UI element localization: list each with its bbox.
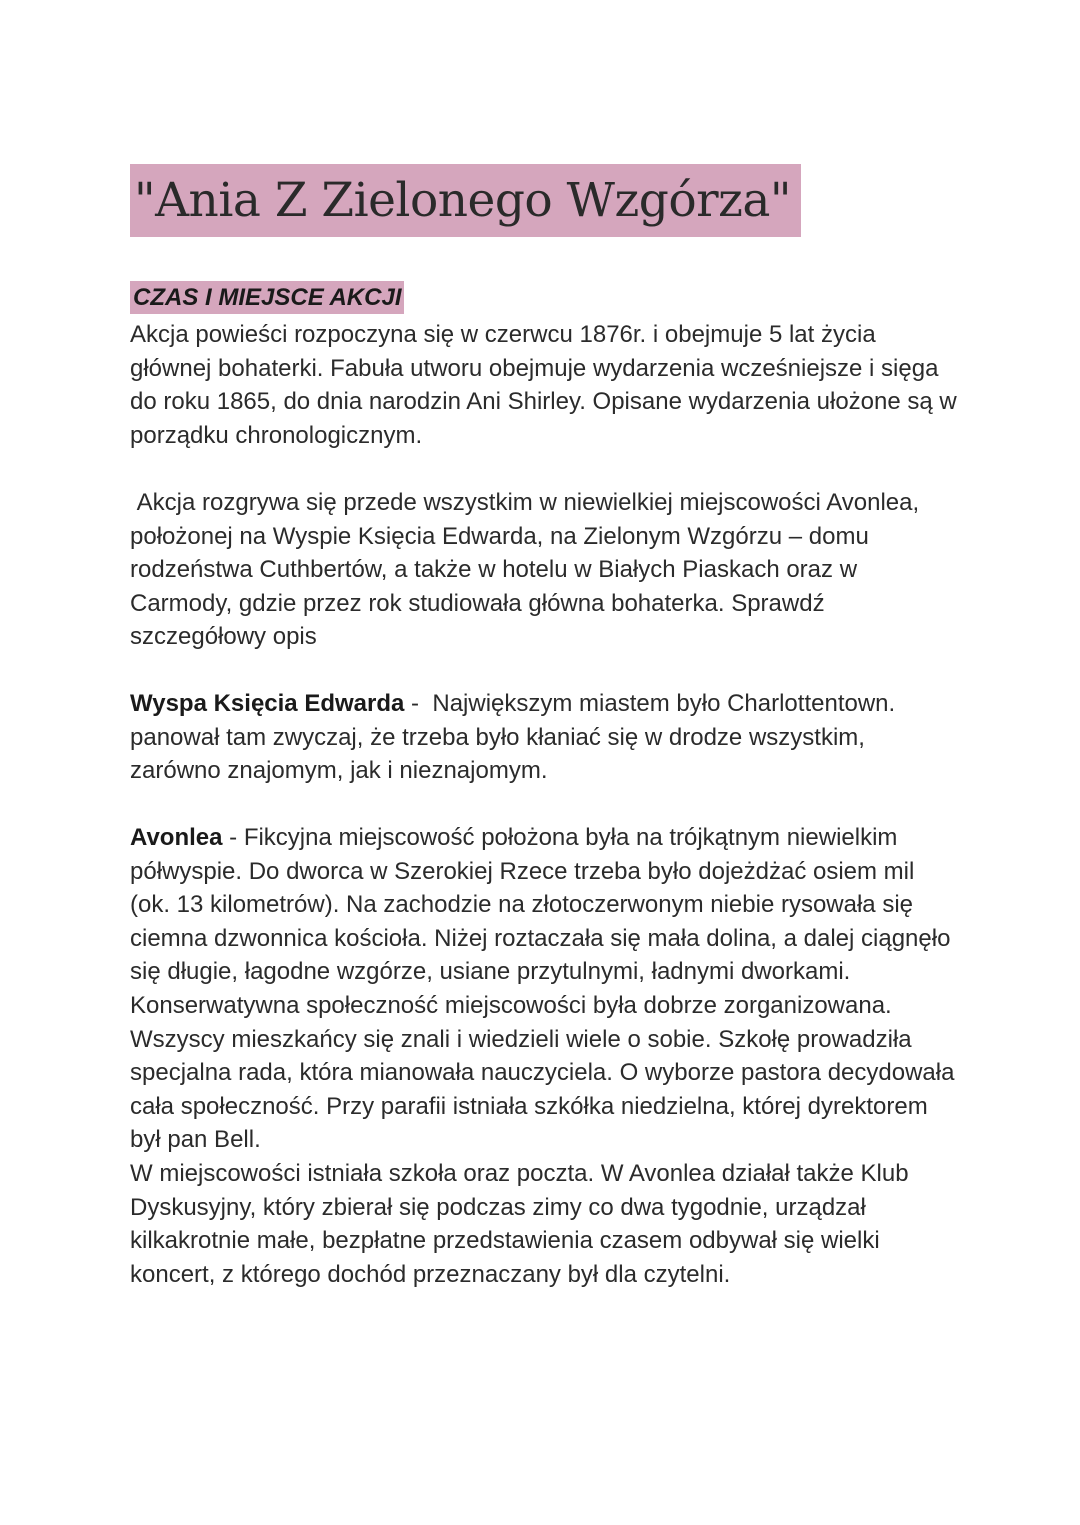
term-description: - Fikcyjna miejscowość położona była na trójkątnym niewielkim półwyspie. Do dworca w Szerokiej Rzece trzeba było dojeżdżać osiem mil (ok. 13 kilometrów). Na zachodzie na złotoczerwonym niebie rysowała się ciemna dzwonnica kościoła. Niżej roztaczała się mała dolina, a dalej ciągnęło się długie, łagodne wzgórze, usiane przytulnymi, ładnymi dworkami.: [130, 824, 951, 986]
term-label: Wyspa Księcia Edwarda: [130, 690, 405, 717]
paragraph-continuation: Konserwatywna społeczność miejscowości była dobrze zorganizowana. Wszyscy mieszkańcy się znali i wiedzieli wiele o sobie. Szkołę prowadziła specjalna rada, która mianowała nauczyciela. O wyborze pastora decydowała cała społeczność. Przy parafii istniała szkółka niedzielna, której dyrektorem był pan Bell.: [130, 991, 955, 1154]
paragraph-avonlea: [130, 821, 960, 1291]
paragraph-continuation: W miejscowości istniała szkoła oraz poczta. W Avonlea działał także Klub Dyskusyjny, który zbierał się podczas zimy co dwa tygodnie, urządzał kilkakrotnie małe, bezpłatne przedstawienia czasem odbywał się wielki koncert, z którego dochód przeznaczany był dla czytelni.: [130, 1159, 909, 1288]
paragraph-text: [130, 821, 960, 989]
paragraph-time-of-action: [130, 318, 960, 452]
paragraph-text: Akcja powieści rozpoczyna się w czerwcu 1876r. i obejmuje 5 lat życia głównej bohaterki. Fabuła utworu obejmuje wydarzenia wcześniejsze i sięga do roku 1865, do dnia narodzin Ani Shirley. Opisane wydarzenia ułożone są w porządku chronologicznym.: [130, 321, 957, 449]
paragraph-prince-edward-island: [130, 687, 960, 788]
term-description: - Największym miastem było Charlottentown. panował tam zwyczaj, że trzeba było kłaniać się w drodze wszystkim, zarówno znajomym, jak i nieznajomym.: [130, 690, 902, 785]
section-heading: CZAS I MIEJSCE AKCJI: [130, 281, 404, 314]
paragraph-text: Akcja rozgrywa się przede wszystkim w niewielkiej miejscowości Avonlea, położonej na Wyspie Księcia Edwarda, na Zielonym Wzgórzu – domu rodzeństwa Cuthbertów, a także w hotelu w Białych Piaskach oraz w Carmody, gdzie przez rok studiowała główna bohaterka. Sprawdź szczegółowy opis: [130, 489, 926, 651]
document-title: "Ania Z Zielonego Wzgórza": [130, 164, 801, 237]
term-label: Avonlea: [130, 824, 223, 851]
paragraph-text: [130, 687, 960, 788]
paragraph-place-of-action: [130, 486, 960, 654]
